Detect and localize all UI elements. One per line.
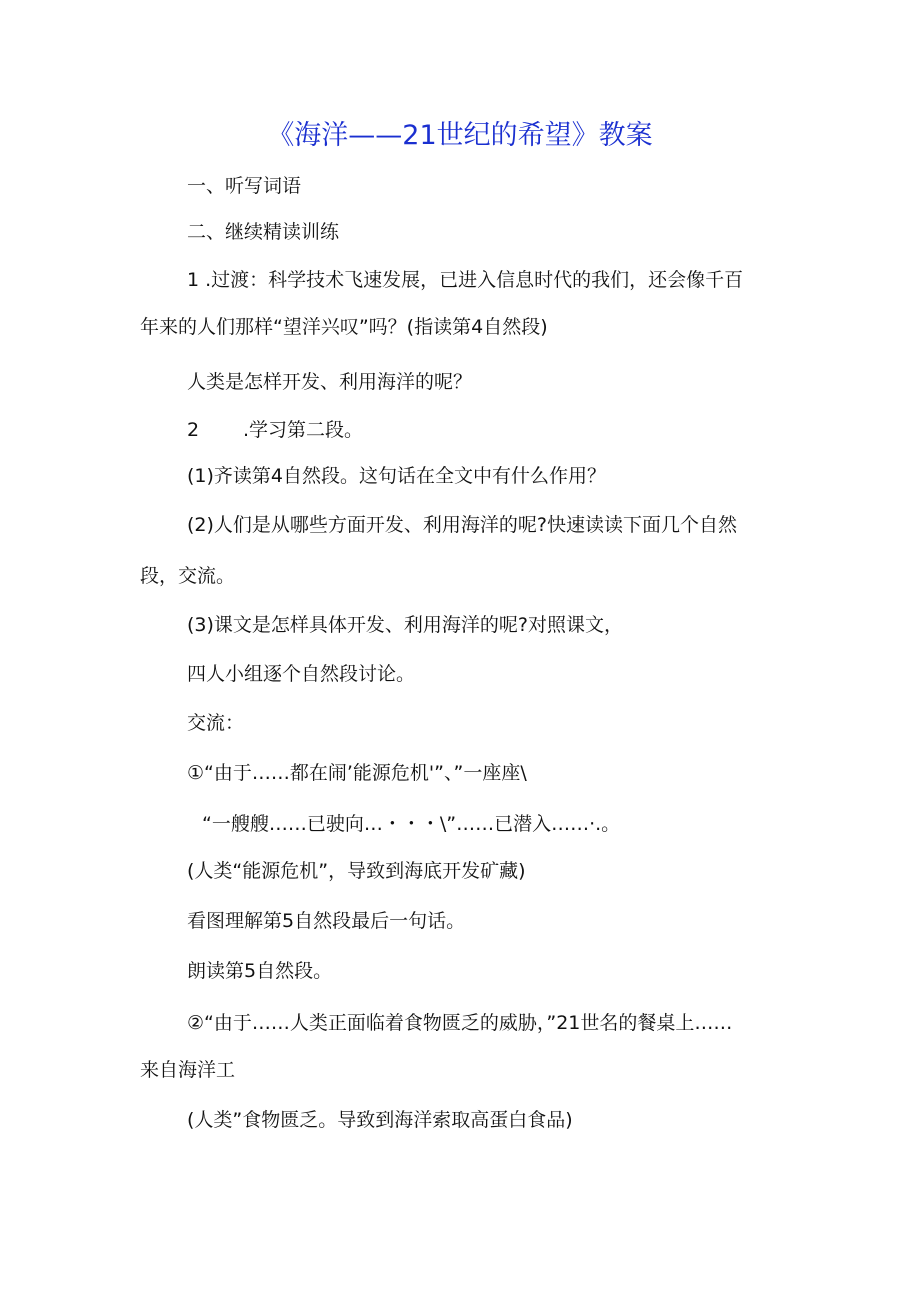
paragraph-line: (人类“能源危机”，导致到海底开发矿藏) [187,860,526,882]
paragraph-line: (1)齐读第4自然段。这句话在全文中有什么作用？ [187,465,607,487]
list-number: 2 [187,419,200,441]
paragraph-line: 年来的人们那样“望洋兴叹”吗？(指读第4自然段) [140,316,548,338]
paragraph-line: 交流： [187,712,245,734]
document-title: 《海洋——21世纪的希望》教案 [267,120,653,151]
paragraph-line: 朗读第5自然段。 [187,960,333,982]
paragraph-line: 来自海洋工 [140,1059,236,1081]
paragraph-line: 1 .过渡：科学技术飞速发展，已进入信息时代的我们，还会像千百 [187,269,744,291]
paragraph-line: 四人小组逐个自然段讨论。 [187,663,416,685]
paragraph-line: (人类”食物匮乏。导致到海洋索取高蛋白食品) [187,1109,573,1131]
section-heading-reading-training: 二、继续精读训练 [187,221,340,243]
paragraph-line: (2)人们是从哪些方面开发、利用海洋的呢?快速读读下面几个自然 [187,514,737,536]
paragraph-line: ②“由于……人类正面临着食物匮乏的威胁，”21世名的餐桌上…… [187,1012,733,1034]
paragraph-line: (3)课文是怎样具体开发、利用海洋的呢?对照课文， [187,614,623,636]
paragraph-line: 看图理解第5自然段最后一句话。 [187,910,466,932]
paragraph-line [187,416,363,444]
section-heading-dictation: 一、听写词语 [187,175,302,197]
paragraph-line: ①“由于……都在闹’能源危机'”、”一座座\ [187,762,527,784]
paragraph-line: “一艘艘……已驶向…・・・\”……已潜入……·.。 [202,813,621,835]
paragraph-line: 人类是怎样开发、利用海洋的呢？ [187,371,473,393]
paragraph-line: 段，交流。 [140,565,236,587]
list-text: .学习第二段。 [243,419,364,441]
